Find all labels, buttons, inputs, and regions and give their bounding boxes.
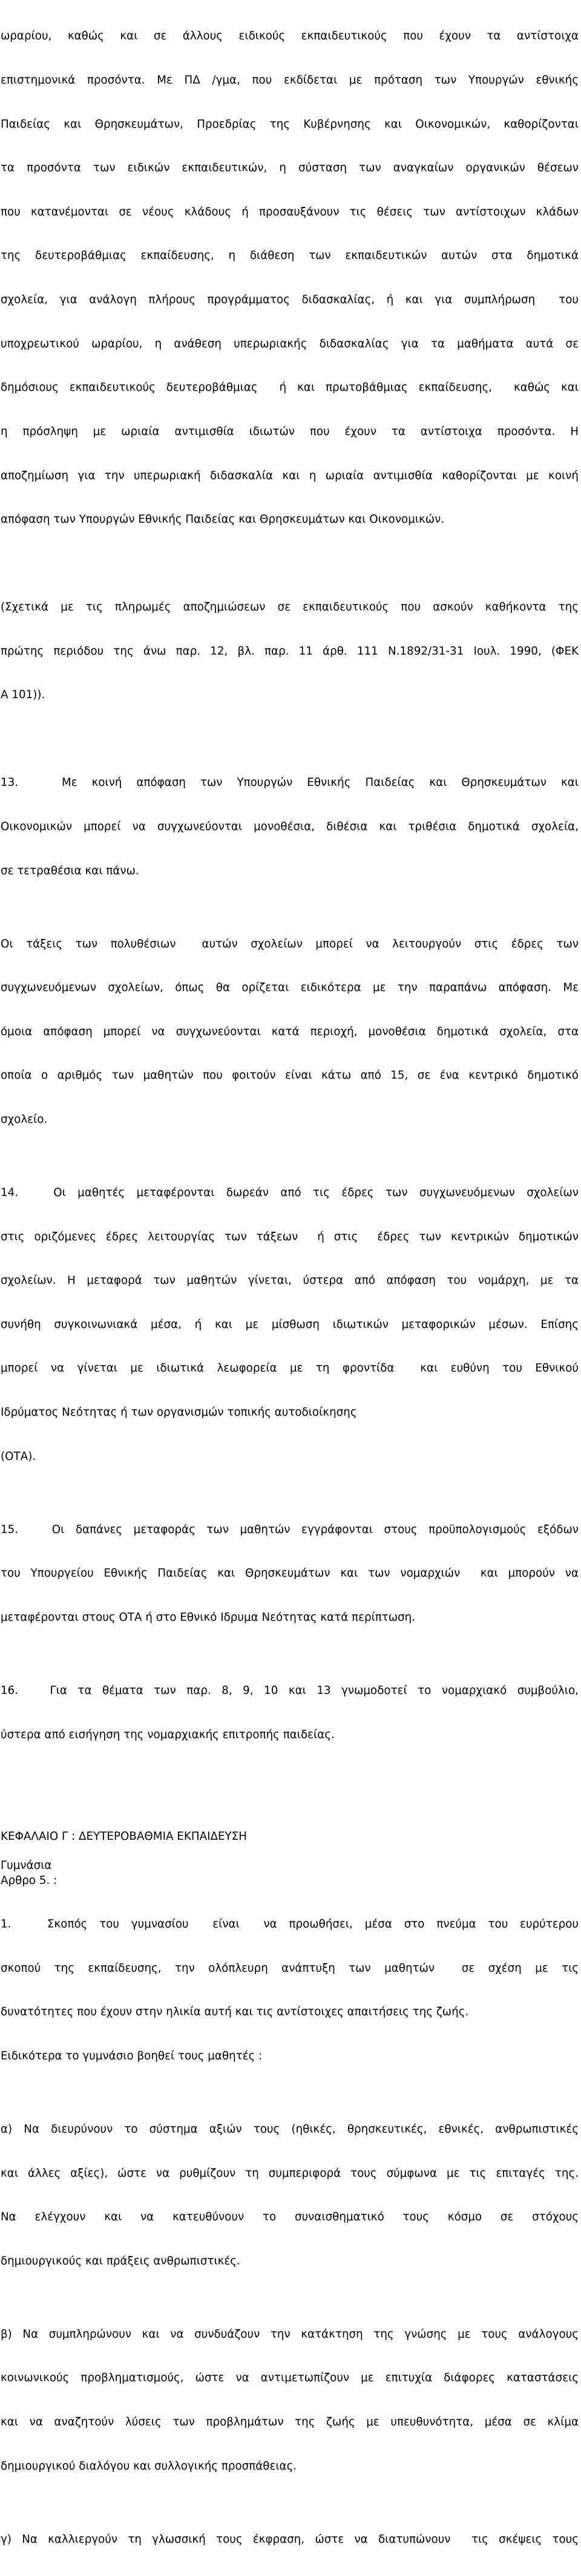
text-line: της δευτεροβάθμιας εκπαίδευσης, η διάθεση των εκπαιδευτικών αυτών στα δημοτικά (1, 249, 579, 263)
text-line: συγχωνευόμενων σχολείων, όπως θα ορίζεται ειδικότερα με την παραπάνω απόφαση. Με (1, 981, 579, 995)
text-line: 1. Σκοπός του γυμνασίου είναι να προωθήσει, μέσα στο πνεύμα του ευρύτερου (1, 1918, 579, 1931)
section-title: Γυμνάσια (1, 1859, 52, 1872)
text-line: και να αναζητούν λύσεις των προβλημάτων της ζωής με υπευθυνότητα, μέσα σε κλίμα (1, 2416, 579, 2429)
text-line: και άλλες αξίες), ώστε να ρυθμίζουν τη συμπεριφορά τους σύμφωνα με τις επιταγές της. (1, 2166, 579, 2180)
text-line: α) Να διευρύνουν το σύστημα αξιών τους (ηθικές, θρησκευτικές, εθνικές, ανθρωπιστικές (1, 2123, 579, 2136)
text-line: σχολείο. (1, 1113, 48, 1126)
text-line: 14. Οι μαθητές μεταφέρονται δωρεάν από τις έδρες των συγχωνευόμενων σχολείων (1, 1186, 579, 1200)
paragraph-13-continued (1, 907, 579, 1156)
text-line: β) Να συμπληρώνουν και να συνδυάζουν την κατάκτηση της γνώσης με τους ανάλογους (1, 2327, 579, 2341)
text-line: σε τετραθέσια και πάνω. (1, 864, 139, 877)
text-line: πρώτης περιόδου της άνω παρ. 12, βλ. παρ. 11 άρθ. 111 Ν.1892/31-31 Ιουλ. 1990, (ΦΕΚ (1, 644, 579, 658)
text-line: δημιουργικούς και πράξεις ανθρωπιστικές. (1, 2254, 240, 2267)
spacer (1, 1844, 579, 1858)
text-line: που κατανέμονται σε νέους κλάδους ή προσαυξάνουν τις θέσεις των αντίστοιχων κλάδων (1, 205, 579, 218)
text-line: σκοπού της εκπαίδευσης, την ολόπλευρη ανάπτυξη των μαθητών σε σχέση με τις (1, 1961, 579, 1975)
text-line: Οι τάξεις των πολυθέσιων αυτών σχολείων μπορεί να λειτουργούν στις έδρες των (1, 937, 579, 950)
text-line: η πρόσληψη με ωριαία αντιμισθία ιδιωτών που έχουν τα αντίστοιχα προσόντα. Η (1, 425, 579, 438)
text-line: 13. Με κοινή απόφαση των Υπουργών Εθνικής Παιδείας και Θρησκευμάτων και (1, 776, 579, 789)
text-line: όμοια απόφαση μπορεί να συγχωνεύονται κατά περιοχή, μονοθέσια δημοτικά σχολεία, στα (1, 1025, 579, 1038)
text-line: σχολείων. Η μεταφορά των μαθητών γίνεται, ύστερα από απόφαση του νομάρχη, με τα (1, 1274, 579, 1287)
text-line: (Σχετικά με τις πληρωμές αποζημιώσεων σε εκπαιδευτικούς που ασκούν καθήκοντα της (1, 601, 579, 614)
paragraph-14 (1, 1157, 579, 1494)
text-line: Παιδείας και Θρησκευμάτων, Προεδρίας της Κυβέρνησης και Οικονομικών, καθορίζονται (1, 117, 579, 131)
text-line: δημόσιους εκπαιδευτικούς δευτεροβάθμιας ή και πρωτοβάθμιας εκπαίδευσης, καθώς και (1, 381, 579, 394)
text-line: στις οριζόμενες έδρες λειτουργίας των τάξεων ή στις έδρες των κεντρικών δημοτικών (1, 1230, 579, 1243)
text-line: οποία ο αριθμός των μαθητών που φοιτούν είναι κάτω από 15, σε ένα κεντρικό δημοτικό (1, 1069, 579, 1082)
chapter-title: ΚΕΦΑΛΑΙΟ Γ : ΔΕΥΤΕΡΟΒΑΘΜΙΑ ΕΚΠΑΙΔΕΥΣΗ (1, 1830, 247, 1843)
item-c (1, 2503, 579, 2576)
paragraph-block1 (1, 0, 579, 557)
text-line: γ) Να καλλιεργούν τη γλωσσική τους έκφραση, ώστε να διατυπώνουν τις σκέψεις τους (1, 2532, 579, 2546)
text-line: Να ελέγχουν και να κατευθύνουν το συναισθηματικό τους κόσμο σε στόχους (1, 2211, 579, 2224)
paragraph-15 (1, 1493, 579, 1654)
spacer (1, 1771, 579, 1829)
paragraph-13 (1, 747, 579, 907)
article-paragraph-1 (1, 1888, 579, 2093)
text-line: 16. Για τα θέματα των παρ. 8, 9, 10 και 13 γνωμοδοτεί το νομαρχιακό συμβούλιο, (1, 1684, 579, 1697)
text-line: κοινωνικούς προβληματισμούς, ώστε να αντιμετωπίζουν με επιτυχία διάφορες καταστάσεις (1, 2372, 579, 2385)
text-line: σχολεία, για ανάλογη πλήρους προγράμματος διδασκαλίας, ή και για συμπλήρωση του (1, 293, 579, 307)
paragraph-16 (1, 1655, 579, 1772)
text-line: συνήθη συγκοινωνιακά μέσα, ή και με μίσθωση ιδιωτικών μεταφορικών μέσων. Επίσης (1, 1318, 579, 1331)
text-line: ωραρίου, καθώς και σε άλλους ειδικούς εκπαιδευτικούς που έχουν τα αντίστοιχα (1, 30, 579, 43)
paragraph-block2 (1, 571, 579, 732)
text-line: ύστερα από εισήγηση της νομαρχιακής επιτροπής παιδείας. (1, 1728, 335, 1741)
text-line: μπορεί να γίνεται με ιδιωτικά λεωφορεία με τη φροντίδα και ευθύνη του Εθνικού (1, 1362, 579, 1375)
text-line: δυνατότητες που έχουν στην ηλικία αυτή και τις αντίστοιχες απαιτήσεις της ζωής. (1, 2006, 469, 2019)
text-line: Ιδρύματος Νεότητας ή των οργανισμών τοπικής αυτοδιοίκησης (1, 1406, 357, 1419)
text-line: αποζημίωση για την υπερωριακή διδασκαλία και η ωριαία αντιμισθία καθορίζονται με κοινή (1, 469, 579, 482)
text-line: του Υπουργείου Εθνικής Παιδείας και Θρησκευμάτων και των νομαρχιών και μπορούν να (1, 1567, 579, 1580)
text-line: απόφαση των Υπουργών Εθνικής Παιδείας και Θρησκευμάτων και Οικονομικών. (1, 513, 445, 526)
text-line: τα προσόντα των ειδικών εκπαιδευτικών, η σύσταση των αναγκαίων οργανικών θέσεων (1, 162, 579, 175)
text-line: υποχρεωτικού ωραρίου, η ανάθεση υπερωριακής διδασκαλίας για τα μαθήματα αυτά σε (1, 337, 579, 350)
text-line: επιστημονικά προσόντα. Με ΠΔ /γμα, που εκδίδεται με πρόταση των Υπουργών εθνικής (1, 74, 579, 87)
item-a (1, 2093, 579, 2298)
text-line: μεταφέρονται στους ΟΤΑ ή στο Εθνικό Ιδρυμα Νεότητας κατά περίπτωση. (1, 1610, 416, 1624)
item-b (1, 2298, 579, 2503)
spacer (1, 557, 579, 571)
text-line: 15. Οι δαπάνες μεταφοράς των μαθητών εγγράφονται στους προϋπολογισμούς εξόδων (1, 1523, 579, 1536)
text-line: δημιουργικού διαλόγου και συλλογικής προσπάθειας. (1, 2459, 297, 2473)
text-line: Ειδικότερα το γυμνάσιο βοηθεί τους μαθητές : (1, 2050, 263, 2063)
text-line: Οικονομικών μπορεί να συγχωνεύονται μονοθέσια, διθέσια και τριθέσια δημοτικά σχολεία, (1, 820, 579, 833)
text-line: Α 101)). (1, 688, 45, 702)
article-title: Αρθρο 5. : (1, 1874, 57, 1887)
text-line: (ΟΤΑ). (1, 1450, 36, 1463)
spacer (1, 732, 579, 747)
